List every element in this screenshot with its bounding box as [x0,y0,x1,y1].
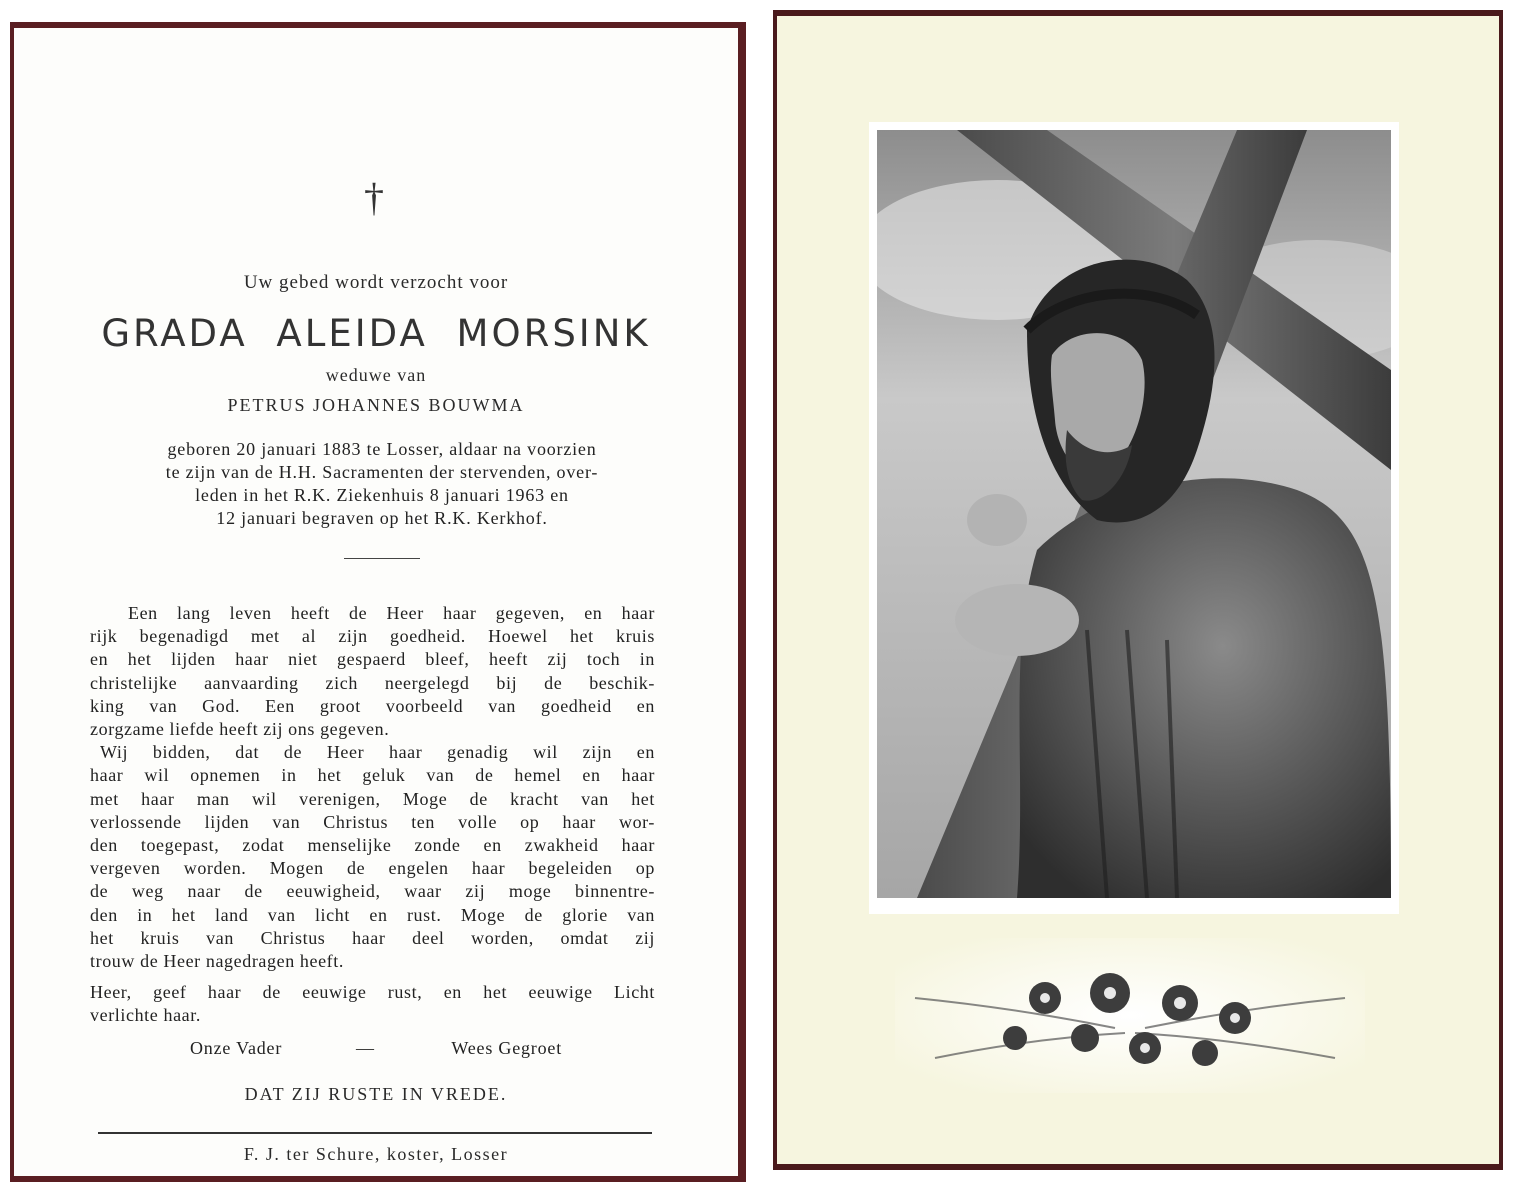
prayer-our-father: Onze Vader [190,1038,283,1058]
prayer-hail-mary: Wees Gegroet [451,1038,562,1058]
text-line: Wij bidden, dat de Heer haar genadig wil zijn en [100,742,655,763]
text-line: het kruis van Christus haar deel worden, omdat zij [90,927,655,948]
picture-frame [869,122,1399,914]
text-line: haar wil opnemen in het geluk van de hemel en haar [90,765,655,786]
biography [92,438,672,530]
text-line: de weg naar de eeuwigheid, waar zij moge binnentre- [90,881,655,902]
rest-in-peace: DAT ZIJ RUSTE IN VREDE. [244,1084,508,1104]
deceased-name: GRADA ALEIDA MORSINK [101,312,651,355]
husband-name: PETRUS JOHANNES BOUWMA [227,395,525,415]
text-line: Een lang leven heeft de Heer haar gegeven, en haar [128,603,655,623]
card-paper [777,16,1499,1164]
divider [344,558,420,559]
text-line: zorgzame liefde heeft zij ons gegeven. [90,719,390,740]
text-line: met haar man wil verenigen, Moge de kracht van het [90,788,655,809]
text-line: vergeven worden. Mogen de engelen haar begeleiden op [90,858,655,879]
text-line: trouw de Heer nagedragen heeft. [90,951,344,972]
memorial-text [90,602,655,1028]
text-line: den toegepast, zodat menselijke zonde en zwakheid haar [90,835,655,856]
printer-credit: F. J. ter Schure, koster, Losser [243,1144,509,1164]
bio-line: geboren 20 januari 1883 te Losser, aldaar na voorzien [167,439,597,459]
text-line: Heer, geef haar de eeuwige rust, en het eeuwige Licht [90,982,655,1003]
widow-of-label: weduwe van [325,365,427,385]
memorial-card-picture-side [773,10,1503,1170]
text-line: den in het land van licht en rust. Moge de glorie van [90,904,655,925]
cross-icon: † [364,175,384,220]
prayer-request: Uw gebed wordt verzocht voor [243,272,509,293]
flower-bouquet-image [895,938,1365,1093]
text-line: en het lijden haar niet gespaerd bleef, heeft zij toch in [90,649,655,670]
text-line: rijk begenadigd met al zijn goedheid. Hoewel het kruis [90,626,655,647]
footer-divider [98,1132,652,1134]
text-line: christelijke aanvaarding zich neergelegd bij de beschik- [90,672,655,693]
bio-line: leden in het R.K. Ziekenhuis 8 januari 1963 en [195,485,569,505]
text-line: king van God. Een groot voorbeeld van goedheid en [90,695,655,716]
card-paper [14,28,738,1176]
text-line: verlossende lijden van Christus ten volle op haar wor- [90,811,655,832]
bio-line: 12 januari begraven op het R.K. Kerkhof. [216,508,548,528]
christ-carrying-cross-image [877,130,1391,898]
memorial-card-text-side [10,22,746,1182]
prayer-dash: — [356,1038,375,1058]
text-line: verlichte haar. [90,1005,201,1026]
bio-line: te zijn van de H.H. Sacramenten der stervenden, over- [165,462,599,482]
